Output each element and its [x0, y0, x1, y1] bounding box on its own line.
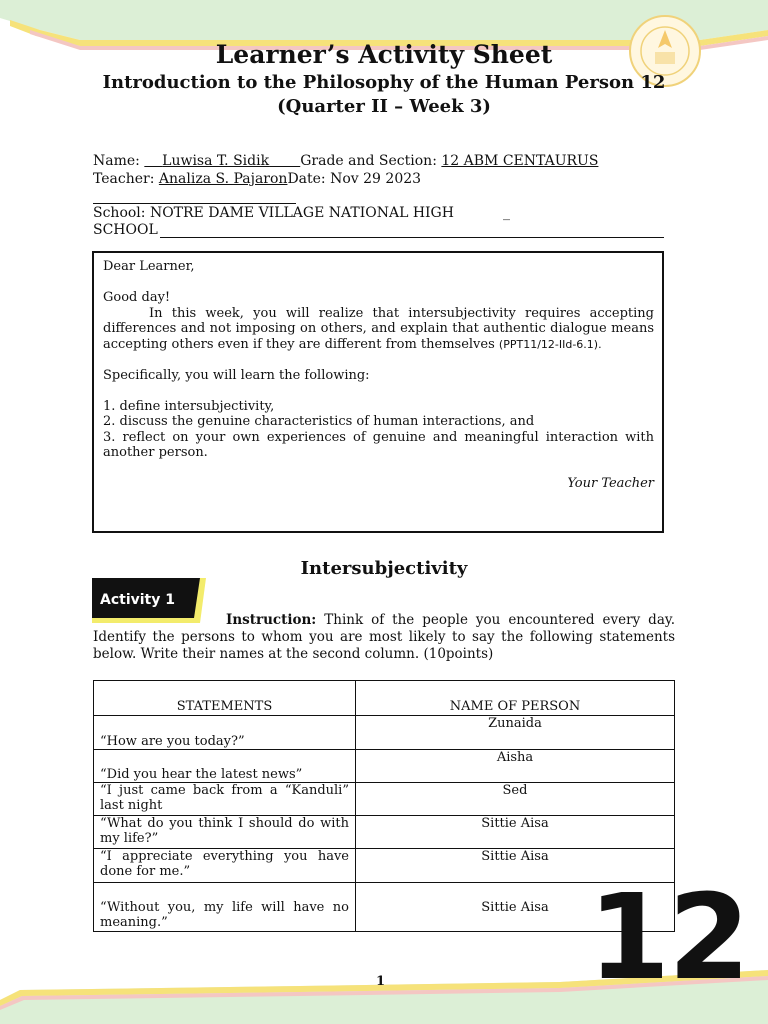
instruction-text: Instruction: Think of the people you encountered every day. Identify the persons to whom you are most likely to say the following statements below. Write their names at the second column. (10points) [93, 612, 675, 662]
table-row [94, 716, 675, 750]
school-dash: _ [503, 205, 510, 221]
school-row [93, 205, 454, 221]
statement-cell: “I just came back from a “Kanduli” last night [94, 783, 356, 816]
column-header-name: NAME OF PERSON [356, 681, 675, 716]
table-row [94, 750, 675, 783]
statement-cell: “How are you today?” [94, 716, 356, 750]
person-name-cell[interactable]: Zunaida [356, 716, 675, 750]
date-label: Date: [287, 171, 326, 187]
person-name-cell[interactable]: Sittie Aisa [356, 883, 675, 932]
person-name-cell[interactable]: Sittie Aisa [356, 849, 675, 883]
activity-label: Activity 1 [100, 592, 175, 608]
grade-level-mark: 12 [588, 868, 749, 1006]
statement-cell: “Without you, my life will have no meaning.” [94, 883, 356, 932]
letter-specifically: Specifically, you will learn the following: [103, 367, 370, 383]
person-name-cell[interactable]: Sittie Aisa [356, 816, 675, 849]
teacher-label: Teacher: [93, 171, 155, 187]
section-title: Intersubjectivity [300, 558, 468, 579]
table-row [94, 816, 675, 849]
school-label: School: [93, 205, 146, 221]
teacher-row [93, 171, 421, 187]
objective-item: 1. define intersubjectivity, [103, 398, 275, 414]
grade-label: Grade and Section: [300, 153, 437, 169]
column-header-statements: STATEMENTS [94, 681, 356, 716]
instruction-label: Instruction: [226, 612, 317, 628]
date-field[interactable]: Nov 29 2023 [330, 171, 422, 187]
quarter-week: (Quarter II – Week 3) [277, 96, 491, 117]
school-underline [160, 237, 664, 238]
competency-code: (PPT11/12-IId-6.1). [498, 337, 602, 351]
letter-signature: Your Teacher [567, 476, 654, 491]
name-row [93, 153, 598, 169]
teacher-field[interactable]: Analiza S. Pajaron [158, 171, 288, 187]
person-name-cell[interactable]: Sed [356, 783, 675, 816]
person-name-cell[interactable]: Aisha [356, 750, 675, 783]
subject-title: Introduction to the Philosophy of the Human Person 12 [102, 72, 666, 93]
objective-item: 2. discuss the genuine characteristics of human interactions, and [103, 414, 535, 429]
statement-cell: “Did you hear the latest news” [94, 750, 356, 783]
objective-item: 3. reflect on your own experiences of genuine and meaningful interaction with another person. [103, 429, 654, 460]
page-number: 1 [376, 974, 386, 989]
letter-box [92, 251, 664, 533]
letter-good-day: Good day! [103, 290, 171, 305]
statement-cell: “What do you think I should do with my life?” [94, 816, 356, 849]
letter-greeting: Dear Learner, [103, 259, 195, 274]
school-field-line2[interactable]: SCHOOL [93, 222, 158, 238]
sheet-title: Learner’s Activity Sheet [215, 40, 553, 69]
name-label: Name: [93, 153, 140, 169]
school-field-line1[interactable]: NOTRE DAME VILLAGE NATIONAL HIGH [149, 205, 454, 221]
grade-section-field[interactable]: 12 ABM CENTAURUS [441, 153, 599, 169]
name-field[interactable]: Luwisa T. Sidik [162, 153, 270, 169]
blank-line [93, 203, 296, 204]
table-header-row [94, 681, 675, 716]
table-row [94, 783, 675, 816]
statement-cell: “I appreciate everything you have done for me.” [94, 849, 356, 883]
letter-paragraph: In this week, you will realize that intersubjectivity requires accepting differences and not imposing on others, and explain that authentic dialogue means accepting others even if they are different from themselves (PPT11/12-IId-6.1). [103, 305, 654, 352]
